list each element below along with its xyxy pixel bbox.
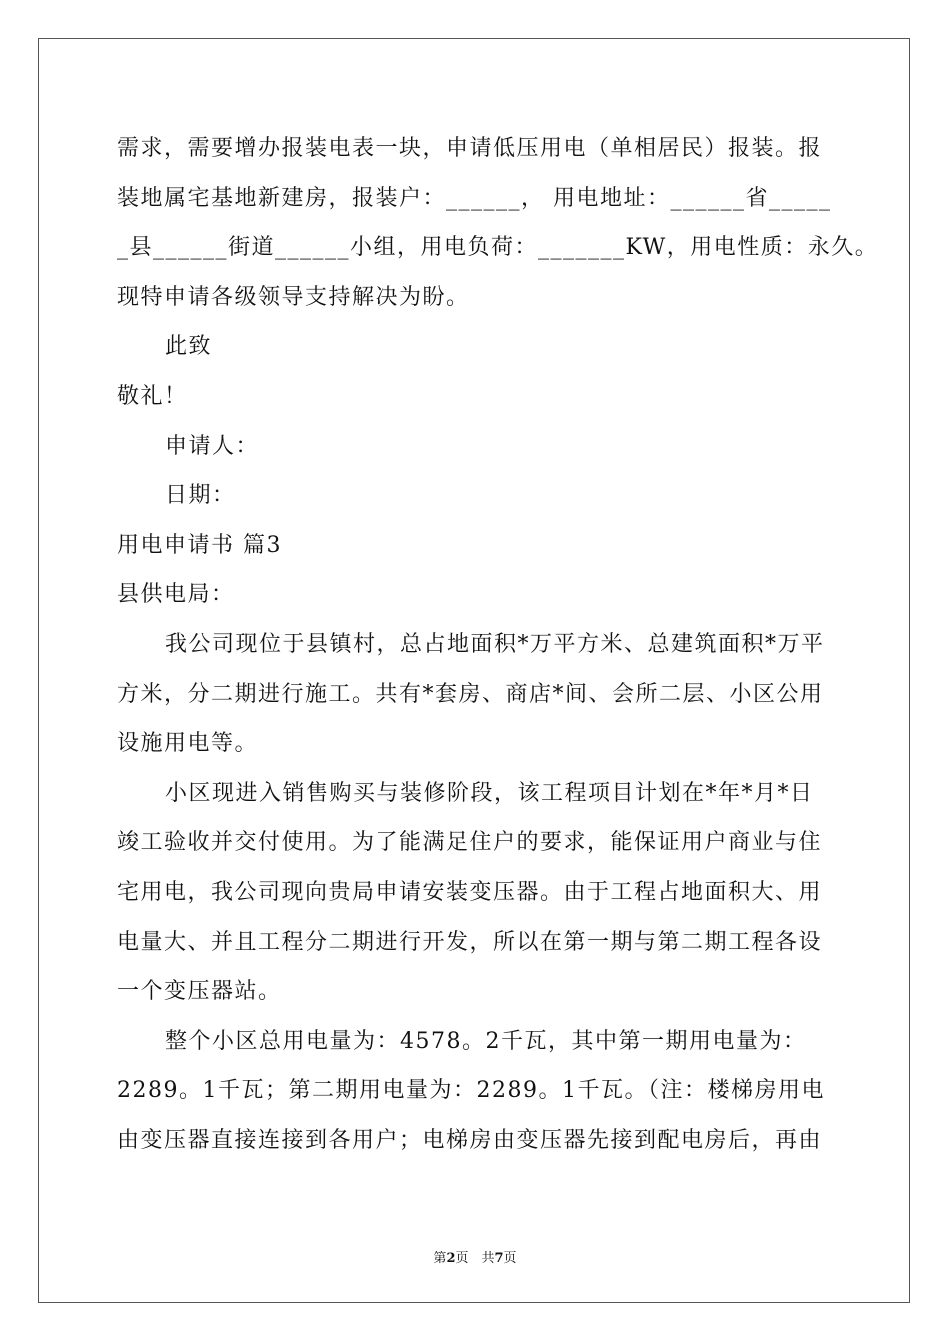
text-line: 小区现进入销售购买与装修阶段，该工程项目计划在*年*月*日: [165, 780, 814, 806]
text-line: 竣工验收并交付使用。为了能满足住户的要求，能保证用户商业与住: [117, 830, 823, 856]
footer-prefix: 第: [433, 1251, 447, 1266]
page-footer: [0, 1247, 950, 1266]
section-heading: 用电申请书 篇3: [117, 532, 282, 558]
text-line: 现特申请各级领导支持解决为盼。: [117, 284, 470, 310]
text-line: 我公司现位于县镇村，总占地面积*万平方米、总建筑面积*万平: [165, 631, 825, 657]
text-line: 需求，需要增办报装电表一块，申请低压用电（单相居民）报装。报: [117, 136, 823, 161]
text-line: 方米，分二期进行施工。共有*套房、商店*间、会所二层、小区公用: [117, 681, 824, 707]
text-line: 宅用电，我公司现向贵局申请安装变压器。由于工程占地面积大、用: [117, 879, 823, 905]
text-line: 由变压器直接连接到各用户；电梯房由变压器先接到配电房后，再由: [117, 1127, 823, 1153]
closing-line: 敬礼！: [117, 383, 188, 409]
text-line: 设施用电等。: [117, 731, 259, 757]
text-line: 2289。1千瓦；第二期用电量为：2289。1千瓦。（注：楼梯房用电: [117, 1078, 825, 1104]
text-line: 整个小区总用电量为：4578。2千瓦，其中第一期用电量为：: [165, 1028, 807, 1054]
addressee-line: 县供电局：: [117, 582, 235, 608]
current-page-number: 2: [446, 1251, 456, 1266]
text-line: 电量大、并且工程分二期进行开发，所以在第一期与第二期工程各设: [117, 929, 823, 955]
total-page-number: 7: [494, 1251, 504, 1266]
footer-suffix: 页: [503, 1251, 517, 1266]
text-line: _县______街道______小组，用电负荷：_______KW，用电性质：永久。: [117, 235, 879, 261]
text-line: 一个变压器站。: [117, 979, 282, 1005]
text-line: 装地属宅基地新建房，报装户：______， 用电地址：______省_____: [117, 185, 832, 211]
document-body: [117, 124, 879, 1165]
salutation-line: 此致: [165, 334, 213, 360]
date-line: 日期：: [165, 483, 236, 509]
applicant-line: 申请人：: [165, 433, 260, 459]
footer-mid: 页 共: [455, 1251, 495, 1266]
